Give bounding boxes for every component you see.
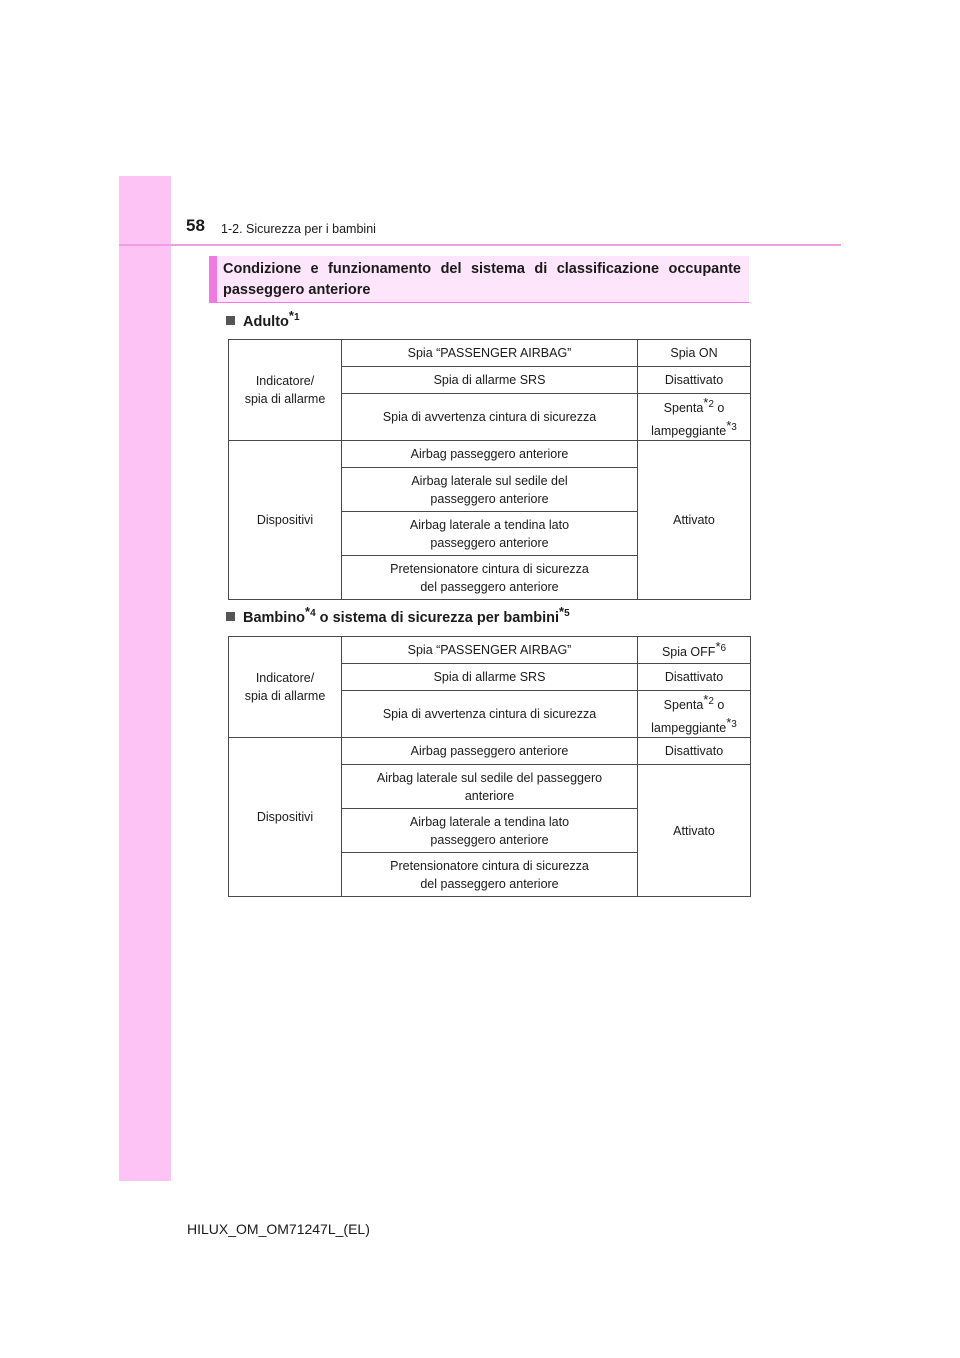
page-number: 58 bbox=[186, 216, 205, 235]
subheading-adult-label: Adulto bbox=[243, 313, 289, 330]
subheading-adult bbox=[226, 308, 300, 330]
device-side-airbag: Airbag laterale sul sedile del passeggero anteriore bbox=[342, 468, 638, 512]
device-front-airbag-value: Disattivato bbox=[638, 738, 751, 765]
device-curtain-airbag: Airbag laterale a tendina lato passeggero anteriore bbox=[342, 809, 638, 853]
devices-label-cell: Dispositivi bbox=[229, 738, 342, 897]
indicator-label-cell: Indicatore/ spia di allarme bbox=[229, 340, 342, 441]
chapter-sidebar-tab bbox=[119, 176, 171, 1181]
table-row bbox=[229, 738, 751, 765]
device-front-airbag: Airbag passeggero anteriore bbox=[342, 738, 638, 765]
device-seatbelt-pretensioner: Pretensionatore cintura di sicurezza del passeggero anteriore bbox=[342, 556, 638, 600]
indicator-label-cell: Indicatore/ spia di allarme bbox=[229, 637, 342, 738]
adult-status-table bbox=[228, 339, 751, 600]
device-curtain-airbag: Airbag laterale a tendina lato passeggero anteriore bbox=[342, 512, 638, 556]
footer-document-code: HILUX_OM_OM71247L_(EL) bbox=[187, 1221, 370, 1237]
devices-status-value: Attivato bbox=[638, 441, 751, 600]
device-front-airbag: Airbag passeggero anteriore bbox=[342, 441, 638, 468]
section-title: 1-2. Sicurezza per i bambini bbox=[221, 222, 376, 236]
srs-warning-light-value: Disattivato bbox=[638, 664, 751, 691]
footnote-ref: *1 bbox=[288, 308, 300, 323]
seatbelt-reminder-value: Spenta$^{*2}$ o lampeggiante$^{*3}$ bbox=[638, 691, 751, 738]
square-bullet-icon bbox=[226, 612, 235, 621]
passenger-airbag-indicator-value: Spia ON bbox=[638, 340, 751, 367]
devices-status-value: Attivato bbox=[638, 765, 751, 897]
seatbelt-reminder-name: Spia di avvertenza cintura di sicurezza bbox=[342, 394, 638, 441]
passenger-airbag-indicator-name: Spia “PASSENGER AIRBAG” bbox=[342, 340, 638, 367]
passenger-airbag-indicator-name: Spia “PASSENGER AIRBAG” bbox=[342, 637, 638, 664]
square-bullet-icon bbox=[226, 316, 235, 325]
seatbelt-reminder-name: Spia di avvertenza cintura di sicurezza bbox=[342, 691, 638, 738]
section-heading bbox=[209, 256, 749, 302]
heading-underline bbox=[209, 302, 749, 303]
srs-warning-light-name: Spia di allarme SRS bbox=[342, 664, 638, 691]
heading-accent-bar bbox=[209, 256, 217, 302]
device-seatbelt-pretensioner: Pretensionatore cintura di sicurezza del passeggero anteriore bbox=[342, 853, 638, 897]
table-row bbox=[229, 441, 751, 468]
device-side-airbag: Airbag laterale sul sedile del passeggero anteriore bbox=[342, 765, 638, 809]
child-status-table bbox=[228, 636, 751, 897]
devices-label-cell: Dispositivi bbox=[229, 441, 342, 600]
passenger-airbag-indicator-value: Spia OFF$^{*6}$ bbox=[638, 637, 751, 664]
footnote-ref: *4 bbox=[305, 604, 316, 619]
srs-warning-light-value: Disattivato bbox=[638, 367, 751, 394]
srs-warning-light-name: Spia di allarme SRS bbox=[342, 367, 638, 394]
footnote-ref: *5 bbox=[559, 604, 570, 619]
table-row bbox=[229, 637, 751, 664]
heading-text: Condizione e funzionamento del sistema di classificazione occupante passeggero anteriore bbox=[223, 261, 741, 298]
subheading-child-label: Bambino bbox=[243, 609, 306, 626]
table-row bbox=[229, 340, 751, 367]
subheading-child: Bambino$^{*4}$ o sistema di sicurezza per bambini$^{*5}$ bbox=[226, 604, 570, 626]
header-divider bbox=[119, 244, 841, 246]
seatbelt-reminder-value: Spenta$^{*2}$ o lampeggiante$^{*3}$ bbox=[638, 394, 751, 441]
